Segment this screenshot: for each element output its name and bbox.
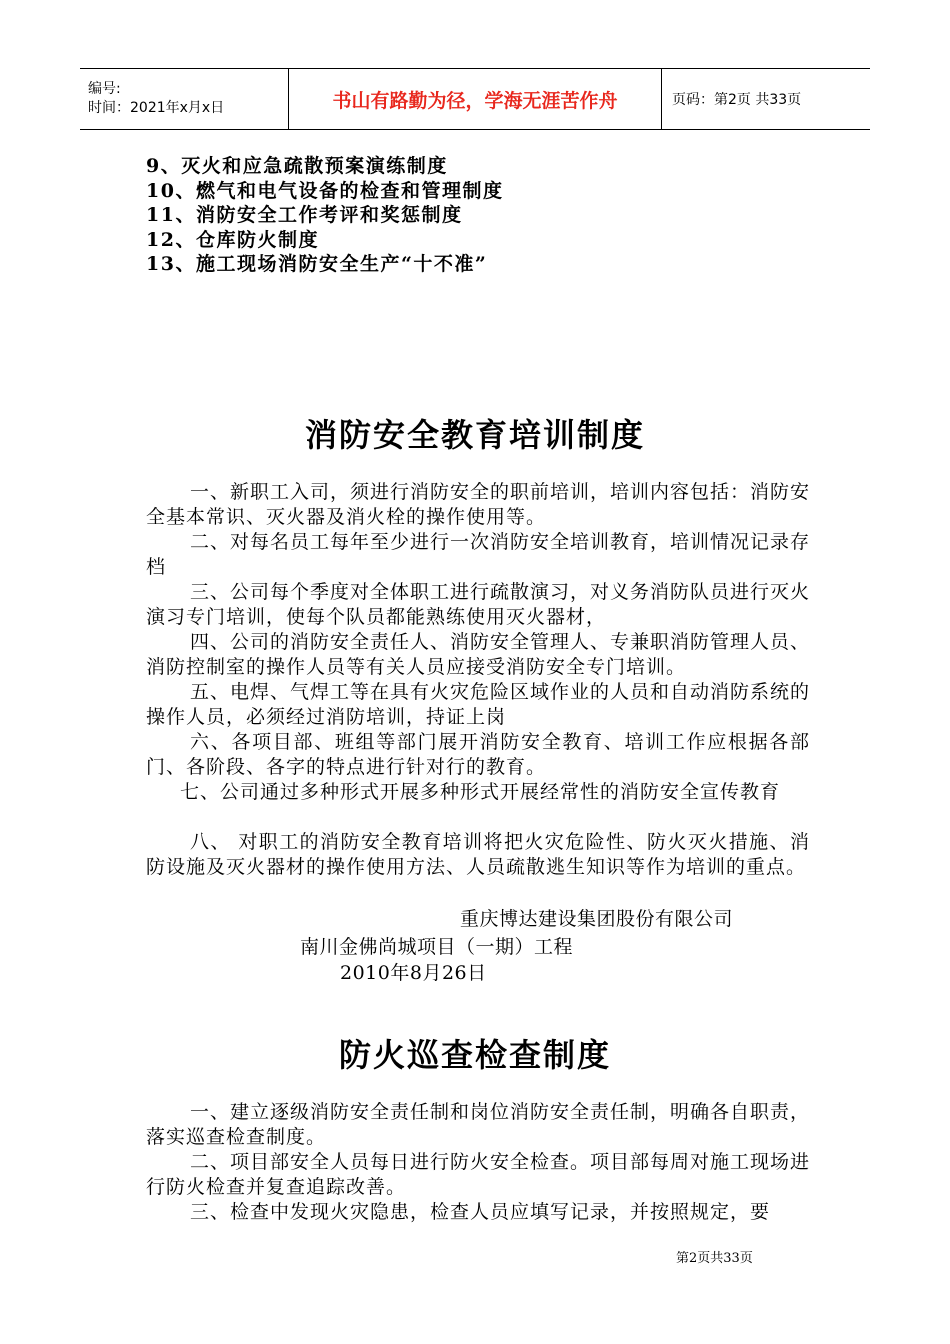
header-motto <box>289 69 662 129</box>
number-label: 编号: <box>88 81 121 97</box>
section1-paragraph: 五、电焊、气焊工等在具有火灾危险区域作业的人员和自动消防系统的操作人员，必须经过消防培训，持证上岗 <box>146 681 811 728</box>
section1-paragraph: 六、各项目部、班组等部门展开消防安全教育、培训工作应根据各部门、各阶段、各字的特点进行针对行的教育。 <box>146 731 810 778</box>
regulation-list <box>146 154 503 277</box>
page-footer: 第2页共33页 <box>676 1251 753 1266</box>
section1-paragraph: 七、公司通过多种形式开展多种形式开展经常性的消防安全宣传教育 <box>180 781 781 803</box>
section2-title: 防火巡查检查制度 <box>338 1036 611 1074</box>
header-page <box>662 69 870 129</box>
page-label: 页码：第2页 共33页 <box>672 92 802 108</box>
signature-company: 重庆博达建设集团股份有限公司 <box>460 908 734 930</box>
section1-paragraph: 八、 对职工的消防安全教育培训将把火灾危险性、防火灭火措施、消防设施及灭火器材的操作使用方法、人员疏散逃生知识等作为培训的重点。 <box>146 831 810 878</box>
list-item: 10、燃气和电气设备的检查和管理制度 <box>146 179 504 202</box>
header-meta <box>80 69 289 129</box>
list-item: 11、消防安全工作考评和奖惩制度 <box>146 204 463 226</box>
signature-project: 南川金佛尚城项目（一期）工程 <box>300 936 574 958</box>
section2-paragraph: 三、检查中发现火灾隐患，检查人员应填写记录，并按照规定，要 <box>190 1201 771 1223</box>
motto-text: 书山有路勤为径，学海无涯苦作舟 <box>332 89 618 112</box>
list-item: 9、灭火和应急疏散预案演练制度 <box>146 155 448 177</box>
section1-paragraph: 四、公司的消防安全责任人、消防安全管理人、专兼职消防管理人员、消防控制室的操作人员等有关人员应接受消防安全专门培训。 <box>146 631 811 678</box>
section2-paragraph: 二、项目部安全人员每日进行防火安全检查。项目部每周对施工现场进行防火检查并复查追踪改善。 <box>146 1151 811 1198</box>
section1-title: 消防安全教育培训制度 <box>304 416 645 454</box>
list-item: 13、施工现场消防安全生产“十不准” <box>146 253 488 275</box>
section1-paragraph: 三、公司每个季度对全体职工进行疏散演习，对义务消防队员进行灭火演习专门培训，使每个队员都能熟练使用灭火器材， <box>146 581 811 628</box>
signature-date: 2010年8月26日 <box>340 962 487 984</box>
time-label: 时间：2021年x月x日 <box>88 100 225 116</box>
section1-paragraph: 一、新职工入司，须进行消防安全的职前培训，培训内容包括：消防安全基本常识、灭火器及消火栓的操作使用等。 <box>146 481 811 528</box>
section2-paragraph: 一、建立逐级消防安全责任制和岗位消防安全责任制，明确各自职责，落实巡查检查制度。 <box>146 1101 811 1148</box>
list-item: 12、仓库防火制度 <box>146 228 319 251</box>
page-header <box>80 68 870 130</box>
section1-paragraph: 二、对每名员工每年至少进行一次消防安全培训教育，培训情况记录存档 <box>146 531 811 578</box>
